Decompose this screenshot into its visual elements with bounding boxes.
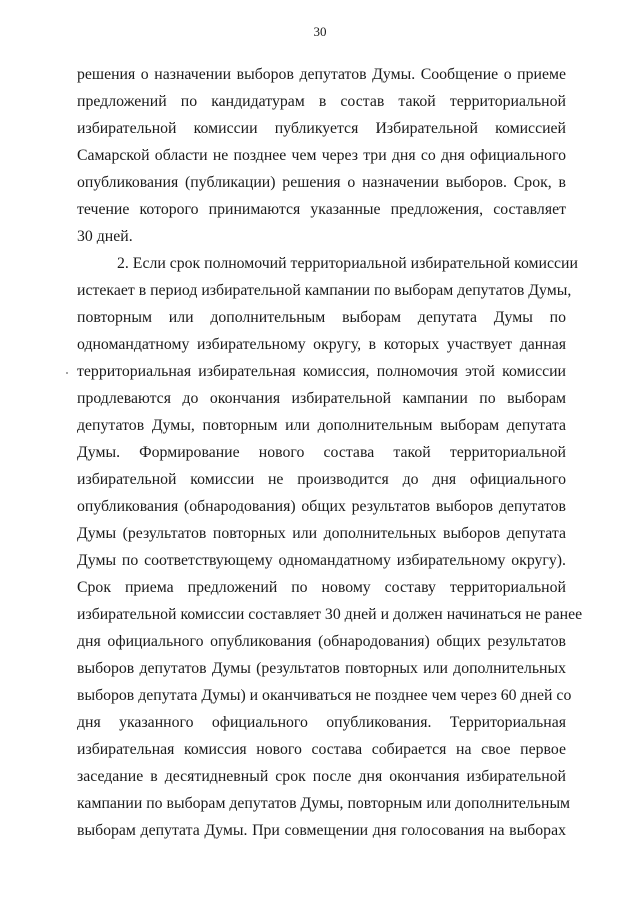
text-line: Думы (результатов повторных или дополнительных выборов депутата: [77, 525, 566, 542]
text-line: Думы по соответствующему одномандатному избирательному округу).: [77, 552, 566, 569]
text-line: решения о назначении выборов депутатов Думы. Сообщение о приеме: [77, 66, 566, 83]
text-line: предложений по кандидатурам в состав такой территориальной: [77, 93, 566, 110]
text-line: Срок приема предложений по новому составу территориальной: [77, 579, 566, 596]
text-line: кампании по выборам депутатов Думы, повторным или дополнительным: [77, 795, 571, 812]
text-line: одномандатному избирательному округу, в которых участвует данная: [77, 336, 566, 353]
text-line: избирательной комиссии не производится до дня официального: [77, 471, 566, 488]
text-line: повторным или дополнительным выборам депутата Думы по: [77, 309, 566, 326]
text-line: избирательной комиссии составляет 30 дней и должен начинаться не ранее: [77, 606, 583, 623]
text-line: течение которого принимаются указанные предложения, составляет: [77, 201, 566, 218]
text-line: опубликования (обнародования) общих результатов выборов депутатов: [77, 498, 566, 515]
text-line: Самарской области не позднее чем через три дня со дня официального: [77, 147, 566, 164]
scan-speck: [66, 372, 68, 374]
text-line: территориальная избирательная комиссия, полномочия этой комиссии: [77, 363, 566, 380]
text-line: депутатов Думы, повторным или дополнительным выборам депутата: [77, 417, 566, 434]
page-number: 30: [313, 24, 327, 39]
text-line: Думы. Формирование нового состава такой территориальной: [77, 444, 566, 461]
text-line: избирательной комиссии публикуется Избирательной комиссией: [77, 120, 566, 137]
text-line: опубликования (публикации) решения о назначении выборов. Срок, в: [77, 174, 566, 191]
text-line: выборам депутата Думы. При совмещении дня голосования на выборах: [77, 822, 566, 839]
text-line: истекает в период избирательной кампании по выборам депутатов Думы,: [77, 282, 572, 299]
text-line: выборов депутатов Думы (результатов повторных или дополнительных: [77, 660, 566, 677]
text-line: продлеваются до окончания избирательной кампании по выборам: [77, 390, 566, 407]
text-line: дня указанного официального опубликования. Территориальная: [77, 714, 566, 731]
text-line: 30 дней.: [77, 228, 133, 245]
text-line: 2. Если срок полномочий территориальной избирательной комиссии: [117, 255, 578, 272]
document-body: [77, 61, 583, 844]
text-line: заседание в десятидневный срок после дня окончания избирательной: [77, 768, 566, 785]
text-line: выборов депутата Думы) и оканчиваться не позднее чем через 60 дней со: [77, 687, 572, 704]
text-line: дня официального опубликования (обнародования) общих результатов: [77, 633, 566, 650]
text-line: избирательная комиссия нового состава собирается на свое первое: [77, 741, 566, 758]
